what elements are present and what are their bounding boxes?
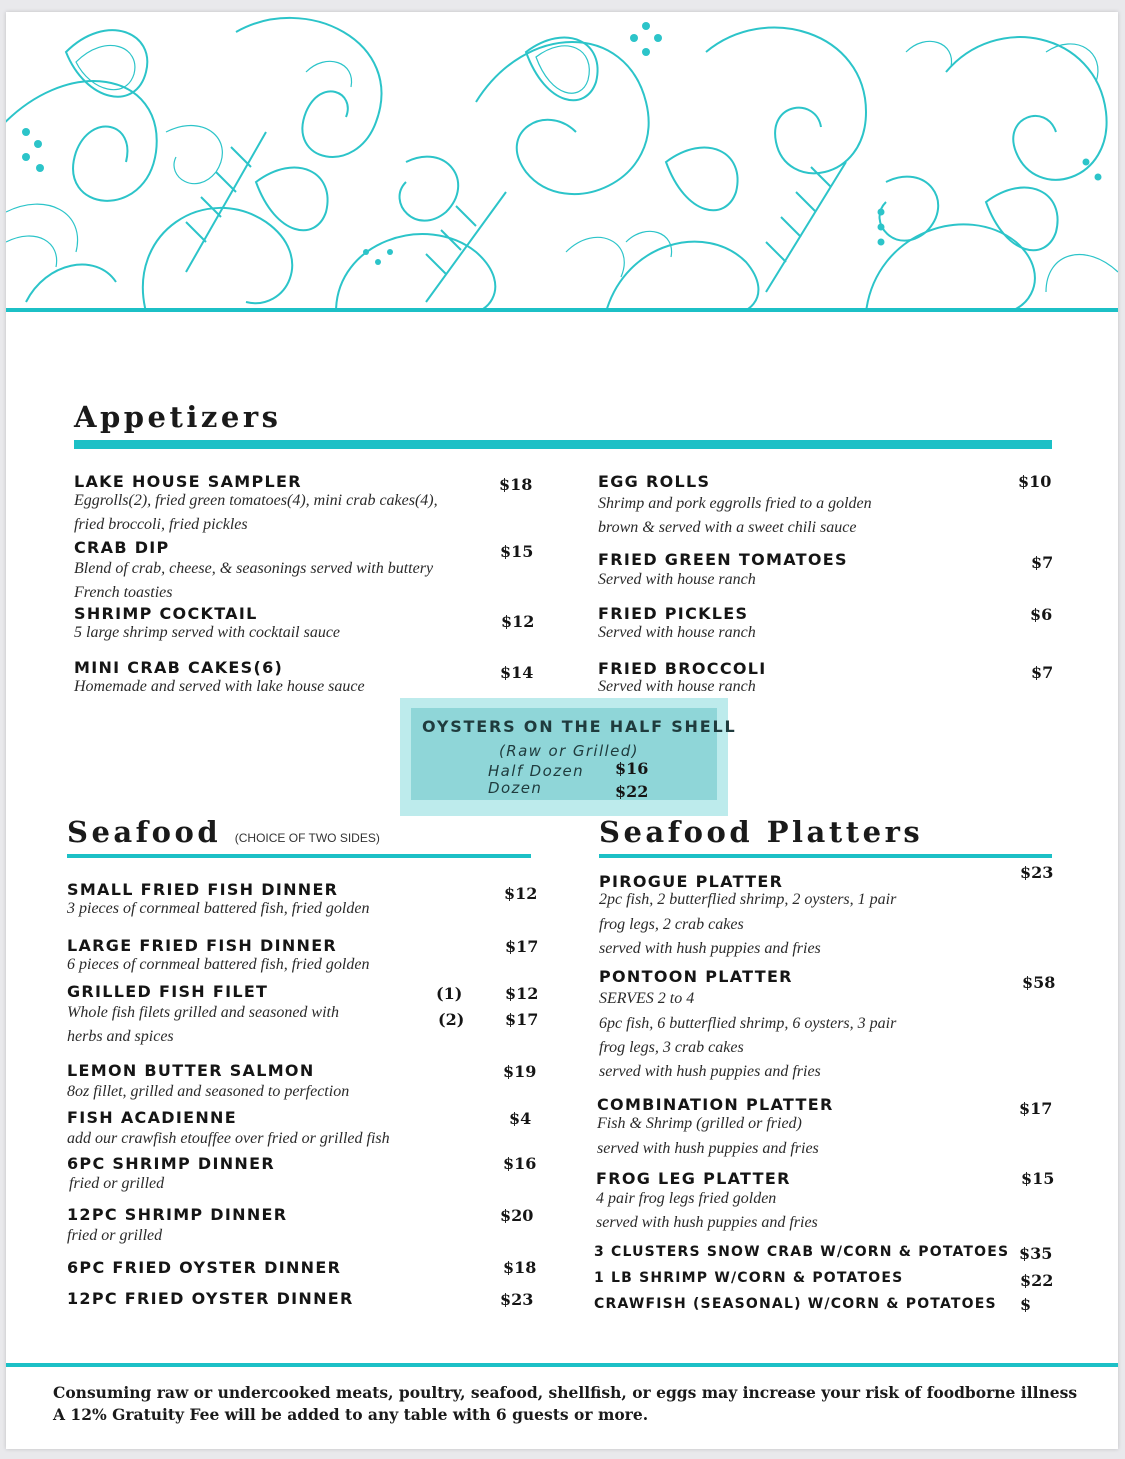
item-price: $12 [501, 612, 535, 631]
item-description: frog legs, 3 crab cakes [599, 1039, 744, 1056]
item-price: $16 [503, 1154, 537, 1173]
item-price: $7 [1031, 553, 1054, 572]
item-name: GRILLED FISH FILET [67, 982, 269, 1001]
item-description: SERVES 2 to 4 [599, 990, 695, 1007]
platters-heading: Seafood Platters [599, 815, 924, 849]
item-description: 4 pair frog legs fried golden [596, 1190, 777, 1207]
seafood-title: Seafood [67, 815, 222, 849]
item-description: brown & served with a sweet chili sauce [598, 519, 857, 536]
item-name: FRIED PICKLES [598, 604, 749, 623]
item-description: herbs and spices [67, 1028, 174, 1045]
platters-rule [599, 854, 1052, 858]
item-quantity: (2) [438, 1010, 465, 1029]
oysters-box [400, 698, 737, 816]
item-price: $23 [500, 1290, 534, 1309]
banner-divider [6, 308, 1118, 312]
item-name: FRIED GREEN TOMATOES [598, 550, 848, 569]
item-price: $15 [1021, 1169, 1055, 1188]
item-name: 3 CLUSTERS SNOW CRAB W/CORN & POTATOES [594, 1244, 1010, 1260]
paisley-banner [6, 12, 1118, 308]
item-name: SMALL FRIED FISH DINNER [67, 880, 339, 899]
item-description: served with hush puppies and fries [597, 1140, 819, 1157]
seafood-rule [67, 854, 531, 858]
item-description: Fish & Shrimp (grilled or fried) [597, 1115, 802, 1132]
item-name: CRAWFISH (SEASONAL) W/CORN & POTATOES [594, 1296, 997, 1312]
item-name: 1 LB SHRIMP W/CORN & POTATOES [594, 1270, 904, 1286]
item-name: PONTOON PLATTER [599, 967, 793, 986]
oysters-dozen-price: $22 [615, 782, 649, 801]
item-price: $12 [505, 984, 539, 1003]
item-price: $58 [1022, 973, 1056, 992]
item-name: LARGE FRIED FISH DINNER [67, 936, 338, 955]
oysters-dozen-label: Dozen [488, 779, 543, 797]
item-description: served with hush puppies and fries [599, 1063, 821, 1080]
item-name: MINI CRAB CAKES(6) [74, 658, 284, 677]
item-price: $18 [499, 475, 533, 494]
item-description: served with hush puppies and fries [596, 1214, 818, 1231]
paisley-pattern-icon [6, 12, 1118, 308]
item-price: $22 [1020, 1271, 1054, 1290]
oysters-half-dozen-price: $16 [615, 759, 649, 778]
item-price: $20 [500, 1206, 534, 1225]
item-name: LEMON BUTTER SALMON [67, 1061, 315, 1080]
item-price: $23 [1020, 863, 1054, 882]
menu-page [6, 12, 1118, 1449]
item-description: served with hush puppies and fries [599, 940, 821, 957]
item-price: $12 [504, 884, 538, 903]
item-price: $4 [509, 1109, 532, 1128]
item-name: SHRIMP COCKTAIL [74, 604, 258, 623]
item-description: French toasties [74, 584, 173, 601]
item-description: 5 large shrimp served with cocktail sauce [74, 624, 341, 641]
footer-gratuity: A 12% Gratuity Fee will be added to any table with 6 guests or more. [53, 1405, 649, 1424]
item-price: $17 [505, 937, 539, 956]
item-description: Homemade and served with lake house sauce [74, 678, 365, 695]
item-price: $35 [1019, 1244, 1053, 1263]
item-name: CRAB DIP [74, 538, 170, 557]
item-description: 6 pieces of cornmeal battered fish, fried golden [67, 956, 370, 973]
item-name: FRIED BROCCOLI [598, 659, 767, 678]
item-quantity: (1) [436, 984, 463, 1003]
item-description: Blend of crab, cheese, & seasonings served with buttery [74, 560, 434, 577]
item-name: 6PC SHRIMP DINNER [67, 1154, 275, 1173]
item-description: fried or grilled [67, 1227, 163, 1244]
oysters-panel [411, 708, 737, 801]
item-description: add our crawfish etouffee over fried or grilled fish [67, 1130, 390, 1147]
item-price: $6 [1030, 605, 1053, 624]
item-name: 12PC SHRIMP DINNER [67, 1205, 288, 1224]
item-price: $15 [500, 542, 534, 561]
oysters-half-dozen-label: Half Dozen [488, 762, 585, 780]
item-description: 8oz fillet, grilled and seasoned to perfection [67, 1083, 350, 1100]
item-price: $7 [1031, 663, 1054, 682]
item-description: Served with house ranch [598, 571, 756, 588]
item-description: fried or grilled [69, 1175, 165, 1192]
appetizers-heading: Appetizers [74, 400, 282, 434]
item-description: 3 pieces of cornmeal battered fish, fried golden [67, 900, 370, 917]
seafood-heading [67, 815, 380, 849]
item-name: 12PC FRIED OYSTER DINNER [67, 1289, 354, 1308]
oysters-subtitle: (Raw or Grilled) [499, 742, 639, 760]
appetizers-rule [74, 440, 1052, 449]
item-description: fried broccoli, fried pickles [74, 516, 248, 533]
item-name: FISH ACADIENNE [67, 1108, 237, 1127]
oysters-title: OYSTERS ON THE HALF SHELL [422, 717, 737, 736]
item-name: FROG LEG PLATTER [596, 1169, 791, 1188]
item-price: $17 [1019, 1099, 1053, 1118]
item-description: 2pc fish, 2 butterflied shrimp, 2 oysters, 1 pair [599, 891, 897, 908]
item-price: $18 [503, 1258, 537, 1277]
item-description: Whole fish filets grilled and seasoned with [67, 1004, 339, 1021]
item-description: Served with house ranch [598, 624, 756, 641]
item-description: Served with house ranch [598, 678, 756, 695]
item-price: $19 [503, 1062, 537, 1081]
item-name: EGG ROLLS [598, 472, 711, 491]
seafood-note: (CHOICE OF TWO SIDES) [234, 831, 380, 845]
item-price: $14 [500, 663, 534, 682]
item-description: 6pc fish, 6 butterflied shrimp, 6 oysters, 3 pair [599, 1015, 897, 1032]
item-name: LAKE HOUSE SAMPLER [74, 472, 302, 491]
footer-divider [6, 1363, 1118, 1367]
item-price: $17 [505, 1010, 539, 1029]
item-description: Eggrolls(2), fried green tomatoes(4), mini crab cakes(4), [74, 492, 438, 509]
item-price: $10 [1018, 472, 1052, 491]
item-description: frog legs, 2 crab cakes [599, 916, 744, 933]
item-name: PIROGUE PLATTER [599, 872, 784, 891]
item-price: $ [1020, 1295, 1032, 1314]
footer-warning: Consuming raw or undercooked meats, poultry, seafood, shellfish, or eggs may increase your risk of foodborne illness [53, 1383, 1078, 1402]
item-name: COMBINATION PLATTER [597, 1095, 834, 1114]
item-name: 6PC FRIED OYSTER DINNER [67, 1258, 342, 1277]
item-description: Shrimp and pork eggrolls fried to a golden [598, 495, 872, 512]
